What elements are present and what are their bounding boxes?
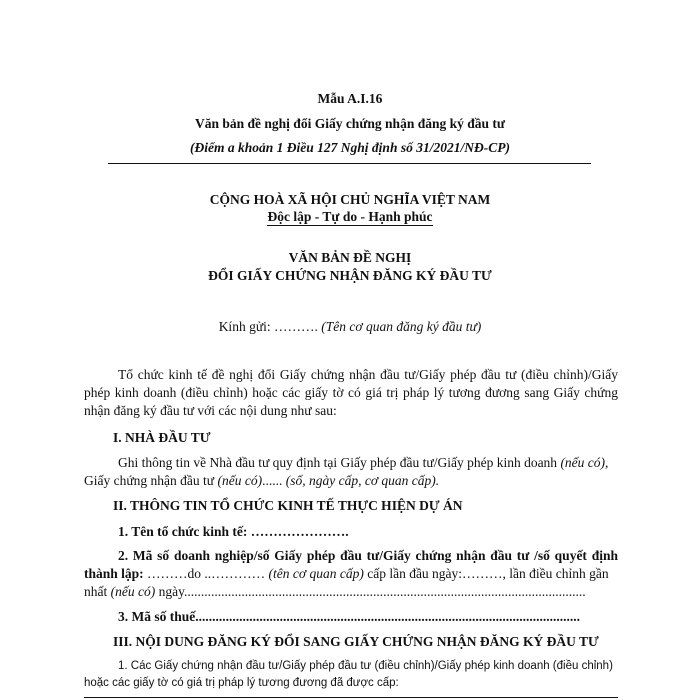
item-2-label-bold: thành lập: xyxy=(84,566,148,581)
slogan-wrap xyxy=(0,209,700,225)
section-2-item-2-line1: 2. Mã số doanh nghiệp/số Giấy phép đầu tư/Giấy chứng nhận đầu tư /số quyết định xyxy=(118,548,618,563)
section-1-text-a-plain: Ghi thông tin về Nhà đầu tư quy định tại Giấy phép đầu tư/Giấy phép kinh doanh xyxy=(118,455,561,470)
intro-line-1: Tổ chức kinh tế đề nghị đổi Giấy chứng nhận đầu tư/Giấy phép đầu tư (điều chỉnh)/Giấy xyxy=(118,367,618,382)
section-1-text-b-plain: Giấy chứng nhận đầu tư xyxy=(84,473,218,488)
section-1-text-b-italic2: (số, ngày cấp, cơ quan cấp). xyxy=(285,473,440,488)
form-title: Văn bản đề nghị đổi Giấy chứng nhận đăng ký đầu tư xyxy=(195,116,505,131)
section-2-item-2-line2 xyxy=(84,566,609,582)
section-2-item-2-line3 xyxy=(84,584,586,600)
doc-title-line1: VĂN BẢN ĐỀ NGHỊ xyxy=(288,250,412,265)
country-name: CỘNG HOÀ XÃ HỘI CHỦ NGHĨA VIỆT NAM xyxy=(209,192,491,207)
addressee-label: Kính gửi: ………. xyxy=(218,319,318,334)
section-1-text-b-italic1: (nếu có) xyxy=(217,473,263,488)
intro-line-2: phép kinh doanh (điều chỉnh) hoặc các giấy tờ có giá trị pháp lý tương đương sang Giấy chứng xyxy=(84,385,618,400)
item-2-line3-b: ngày....................................................................................................................... xyxy=(155,584,586,599)
section-2-item-3: 3. Mã số thuế.................................................................................................................. xyxy=(118,609,580,624)
section-1-text-a xyxy=(118,455,608,471)
item-2-line3-italic: (nếu có) xyxy=(110,584,156,599)
table-top-border xyxy=(84,697,618,698)
intro-line-3: nhận đăng ký đầu tư với các nội dung như sau: xyxy=(84,403,337,418)
section-3-heading: III. NỘI DUNG ĐĂNG KÝ ĐỔI SANG GIẤY CHỨNG NHẬN ĐĂNG KÝ ĐẦU TƯ xyxy=(113,634,599,649)
item-2-line2-a: ………do ..………… xyxy=(147,566,269,581)
header-divider xyxy=(108,163,591,164)
section-1-text-b xyxy=(84,473,439,489)
addressee xyxy=(0,319,700,335)
section-3-item-1-line1: 1. Các Giấy chứng nhận đầu tư/Giấy phép đầu tư (điều chỉnh)/Giấy phép kinh doanh (điều chỉnh) xyxy=(118,660,613,672)
section-1-text-a-italic: (nếu có), xyxy=(560,455,609,470)
form-reference: (Điểm a khoản 1 Điều 127 Nghị định số 31/2021/NĐ-CP) xyxy=(190,140,510,155)
doc-title-line2: ĐỔI GIẤY CHỨNG NHẬN ĐĂNG KÝ ĐẦU TƯ xyxy=(208,268,492,283)
item-2-line3-a: nhất xyxy=(84,584,111,599)
section-3-item-1-line2: hoặc các giấy tờ có giá trị pháp lý tương đương đã được cấp: xyxy=(84,677,399,689)
form-code: Mẫu A.I.16 xyxy=(317,91,383,106)
section-2-heading: II. THÔNG TIN TỔ CHỨC KINH TẾ THỰC HIỆN DỰ ÁN xyxy=(113,498,463,513)
section-1-text-b-mid: ...... xyxy=(262,473,286,488)
item-2-line2-italic: (tên cơ quan cấp) xyxy=(268,566,364,581)
item-2-line2-b: cấp lần đầu ngày:………, lần điều chỉnh gần xyxy=(363,566,609,581)
addressee-placeholder: (Tên cơ quan đăng ký đầu tư) xyxy=(317,319,482,334)
slogan: Độc lập - Tự do - Hạnh phúc xyxy=(267,209,433,224)
section-2-item-1: 1. Tên tổ chức kinh tế: …………………. xyxy=(118,524,349,539)
section-1-heading: I. NHÀ ĐẦU TƯ xyxy=(113,430,211,445)
